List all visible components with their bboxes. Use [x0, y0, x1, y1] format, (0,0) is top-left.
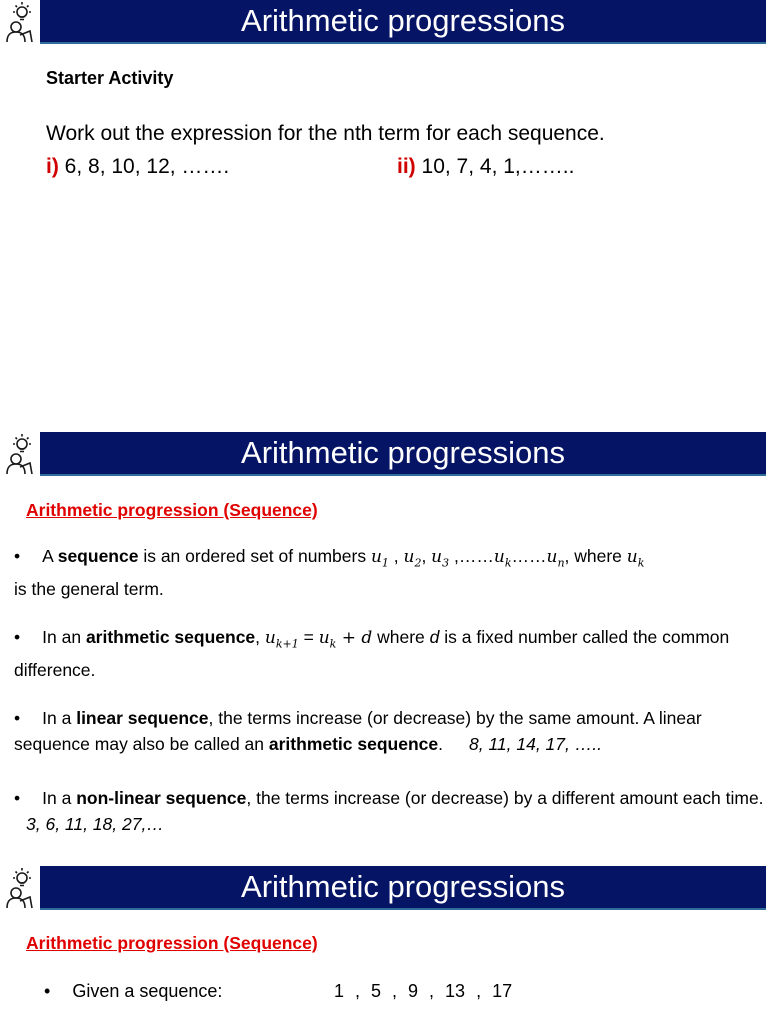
sequence-ii-label: ii) — [397, 155, 416, 178]
slide-3-heading: Arithmetic progression (Sequence) — [26, 933, 318, 953]
term-uk-plus-d: $u_k + d$ — [318, 628, 373, 651]
bullet-dot: • — [14, 627, 21, 647]
sequence-i — [46, 155, 229, 179]
sequence-i-label: i) — [46, 155, 59, 178]
slide-2-title-banner — [40, 432, 766, 476]
bullet-dot: • — [14, 788, 21, 808]
bullet-arithmetic-sequence: • In an arithmetic sequence, $u_{k+1} = u_k + d$ where d is a fixed number called the common difference. — [14, 627, 730, 681]
linear-example: 8, 11, 14, 17, ….. — [469, 734, 602, 754]
thinking-person-lightbulb-icon — [2, 432, 40, 476]
slide-2-title: Arithmetic progressions — [241, 435, 565, 470]
term-u2: $u_2$ — [403, 547, 422, 570]
bullet-sequence-definition: • A sequence is an ordered set of numbers $u_1$ , $u_2$, $u_3$ $,\dots\dots u_k\dots\dots u_n$, where $u_k$ is the general term. — [14, 546, 645, 600]
bullet-dot: • — [14, 708, 21, 728]
sequence-ii — [397, 155, 574, 179]
term-uk: $u_k$ — [493, 547, 512, 570]
given-sequence-values: 1 , 5 , 9 , 13 , 17 — [334, 981, 513, 1001]
thinking-person-lightbulb-icon — [2, 0, 40, 44]
term-u3: $u_3$ — [431, 547, 450, 570]
slide-1 — [0, 0, 768, 420]
bullet-non-linear-sequence: • In a non-linear sequence, the terms increase (or decrease) by a different amount each time.3, 6, 11, 18, 27,… — [14, 788, 764, 834]
given-sequence-label: • Given a sequence: — [44, 981, 223, 1001]
bullet-linear-sequence: • In a linear sequence, the terms increase (or decrease) by the same amount. A linear sequence may also be called an arithmetic sequence. 8, 11, 14, 17, ….. — [14, 708, 702, 754]
slide-1-title-banner — [40, 0, 766, 44]
term-u1: $u_1$ — [370, 547, 389, 570]
slide-1-title: Arithmetic progressions — [241, 3, 565, 38]
bullet-dot: • — [44, 981, 51, 1001]
starter-activity-heading: Starter Activity — [46, 68, 174, 88]
slide-2-heading: Arithmetic progression (Sequence) — [26, 500, 318, 520]
sequence-i-value: 6, 8, 10, 12, ……. — [64, 155, 230, 178]
slide-2 — [0, 432, 768, 836]
slide-3-title: Arithmetic progressions — [241, 869, 565, 904]
non-linear-example: 3, 6, 11, 18, 27,… — [26, 814, 164, 834]
bullet-dot: • — [14, 546, 21, 566]
slide-3-title-banner — [40, 866, 766, 910]
term-un: $u_n$ — [546, 547, 565, 570]
sequence-ii-value: 10, 7, 4, 1,…….. — [421, 155, 575, 178]
thinking-person-lightbulb-icon — [2, 866, 40, 910]
term-uk: $u_k$ — [626, 547, 645, 570]
starter-prompt: Work out the expression for the nth term for each sequence. — [46, 122, 605, 145]
term-uk-plus-1: $u_{k+1}$ — [264, 628, 299, 651]
